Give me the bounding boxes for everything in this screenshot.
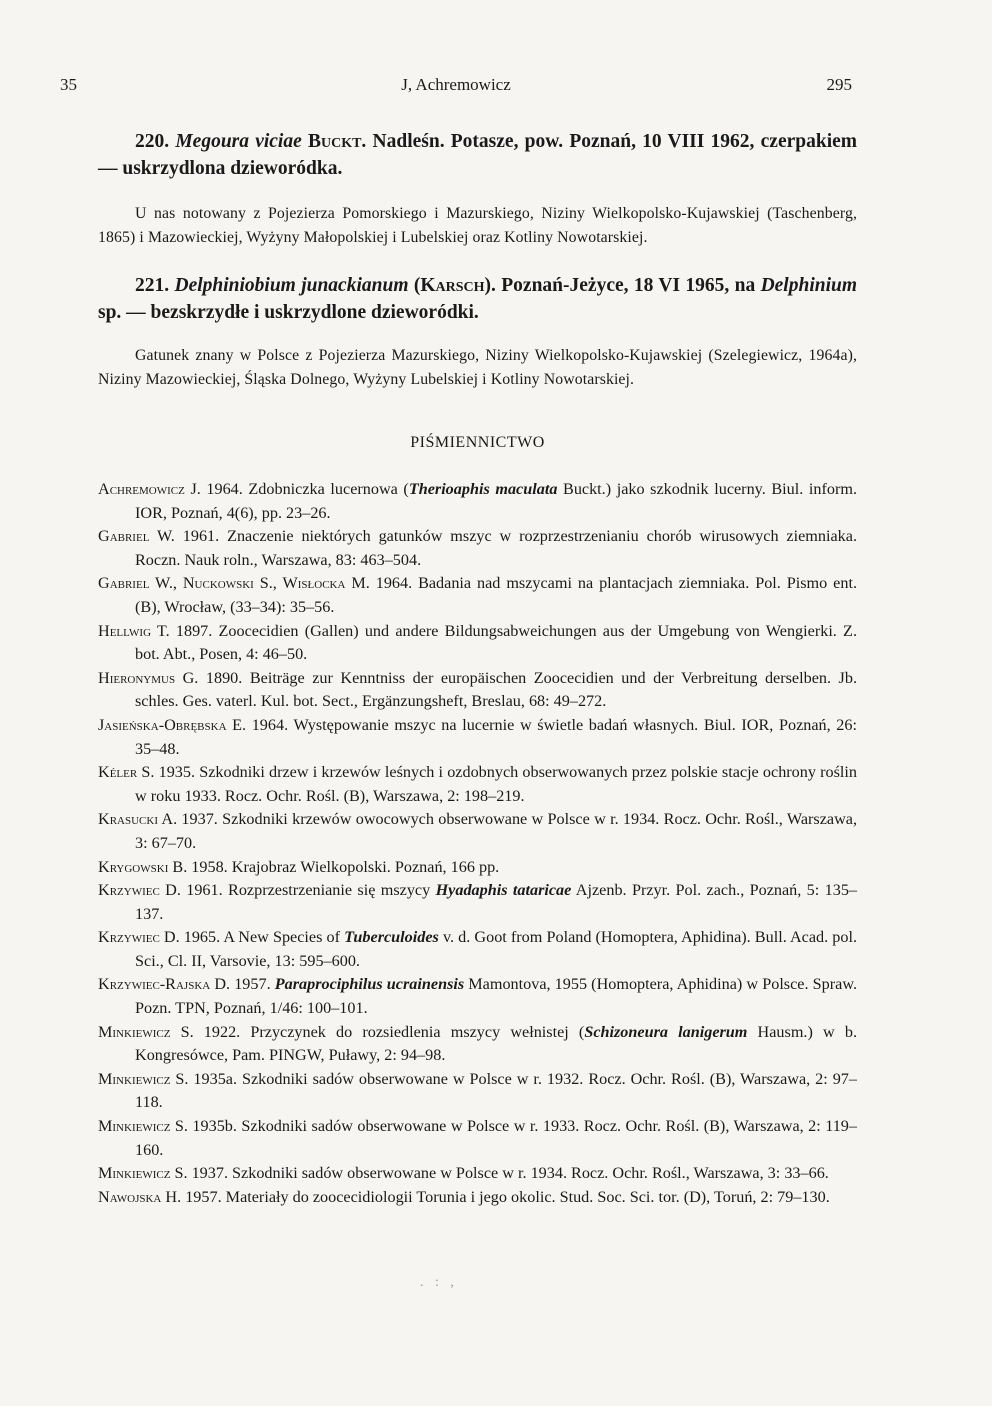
reference-item [98,761,857,808]
reference-item [98,1162,857,1186]
entry-number: 221. [135,275,170,296]
reference-text: Ajzenb. Przyr. Pol. zach., Poznań, 5: 135–137. [135,881,858,923]
main-content [98,128,857,1209]
reference-item [98,1021,857,1068]
reference-author: Kéler S. [98,763,155,782]
reference-text: 1935. Szkodniki drzew i krzewów leśnych i ozdobnych obserwowanych przez polskie stacje ochrony roślin w roku 1933. Rocz. Ochr. Rośl. (B), Warszawa, 2: 198–219. [135,763,858,805]
reference-text: 1964. Zdobniczka lucernowa ( [200,480,409,498]
species-name: Delphiniobium junackianum [174,275,409,296]
reference-text: 1958. Krajobraz Wielkopolski. Poznań, 166 pp. [187,857,500,876]
reference-taxon: Tuberculoides [344,928,439,947]
note-220: U nas notowany z Pojezierza Pomorskiego i Mazurskiego, Niziny Wielkopolsko-Kujawskiej (Taschenberg, 1865) i Mazowieckiej, Wyżyny Małopolskiej i Lubelskiej oraz Kotliny Nowotarskiej. [98,205,857,246]
entry-text: sp. — bezskrzydłe i uskrzydlone dzieworódki. [98,302,479,323]
reference-text: 1964. Badania nad mszycami na plantacjach ziemniaka. Pol. Pismo ent. (B), Wrocław, (33–34): 35–56. [135,574,857,616]
header-page-left: 35 [60,75,77,94]
species-authority: (Karsch). [413,275,496,296]
reference-text: Mamontova, 1955 (Homoptera, Aphidina) w Polsce. Spraw. Pozn. TPN, Poznań, 1/46: 100–101. [135,975,858,1018]
reference-text: 1961. Znaczenie niektórych gatunków mszyc w rozprzestrzenianiu chorób wirusowych ziemniaka. Roczn. Nauk roln., Warszawa, 83: 463–504. [135,527,857,569]
entry-text: Nadleśn. Potasze, pow. Poznań, 10 VIII 1962, czerpakiem — uskrzydlona dzieworódka. [98,131,858,179]
reference-item [98,478,857,525]
reference-author: Achremowicz J. [98,480,201,498]
reference-author: Krzywiec D. [98,928,180,947]
reference-text: 1964. Występowanie mszyc na lucernie w świetle badań własnych. Biul. IOR, Poznań, 26: 35–48. [135,715,857,758]
header-page-right: 295 [826,75,852,94]
reference-taxon: Hyadaphis tataricae [435,881,572,900]
reference-item [98,856,857,880]
reference-author: Jasieńska-Obrębska E. [98,715,247,734]
reference-taxon: Paraprociphilus ucrainensis [274,975,465,994]
reference-item [98,973,857,1020]
reference-text: 1922. Przyczynek do rozsiedlenia mszycy wełnistej ( [193,1022,585,1041]
reference-item [98,667,857,714]
section-title: PIŚMIENNICTWO [410,434,545,451]
reference-item [98,572,857,619]
reference-author: Nawojska H. [98,1187,182,1206]
reference-author: Gabriel W., Nuckowski S., Wisłocka M. [98,574,370,593]
reference-text: 1937. Szkodniki sadów obserwowane w Polsce w r. 1934. Rocz. Ochr. Rośl., Warszawa, 3: 33–66. [187,1164,829,1183]
reference-text: 1957. Materiały do zoocecidiologii Torunia i jego okolic. Stud. Soc. Sci. tor. (D), Toruń, 2: 79–130. [181,1187,830,1206]
reference-author: Hieronymus G. [98,668,199,687]
reference-item [98,879,857,926]
entry-221 [98,272,857,326]
reference-author: Minkiewicz S. [98,1117,188,1136]
reference-author: Hellwig T. [98,621,170,640]
decorative-mark: . : , [420,1275,458,1290]
reference-text: 1937. Szkodniki krzewów owocowych obserwowane w Polsce w r. 1934. Rocz. Ochr. Rośl., Warszawa, 3: 67–70. [135,810,857,852]
reference-item [98,808,857,855]
reference-item [98,1186,857,1210]
header-author: J, Achremowicz [401,75,511,94]
species-name: Megoura viciae [175,131,302,152]
reference-text: 1961. Rozprzestrzenianie się mszycy [180,881,436,900]
reference-author: Minkiewicz S. [98,1164,188,1183]
reference-text: 1935b. Szkodniki sadów obserwowane w Polsce w r. 1933. Rocz. Ochr. Rośl. (B), Warszawa, 2: 119–160. [135,1117,857,1159]
reference-item [98,1068,857,1115]
reference-text: Hausm.) w b. Kongresówce, Pam. PINGW, Puławy, 2: 94–98. [135,1022,857,1065]
reference-list [98,478,857,1209]
reference-author: Gabriel W. [98,527,175,546]
species-authority: Buckt. [307,131,367,152]
reference-text: 1957. [230,975,275,994]
running-header [60,75,852,95]
entry-text: Poznań-Jeżyce, 18 VI 1965, na [495,275,761,296]
reference-text: 1890. Beiträge zur Kenntniss der europäischen Zoocecidien und der Verbreitung derselben. Jb. schles. Ges. vaterl. Kul. bot. Sect., Ergänzungsheft, Breslau, 68: 49–272. [135,668,857,711]
reference-taxon: Schizoneura lanigerum [584,1022,748,1041]
reference-text: 1965. A New Species of [179,928,345,947]
reference-item [98,525,857,572]
reference-author: Krzywiec D. [98,881,181,900]
reference-text: 1897. Zoocecidien (Gallen) und andere Bildungsabweichungen aus der Umgebung von Wengierki. Z. bot. Abt., Posen, 4: 46–50. [135,621,857,664]
reference-author: Krasucki A. [98,810,178,829]
reference-item [98,714,857,761]
reference-text: Buckt.) jako szkodnik lucerny. Biul. inform. IOR, Poznań, 4(6), pp. 23–26. [135,480,857,522]
reference-item [98,620,857,667]
reference-item [98,1115,857,1162]
reference-author: Krygowski B. [98,857,188,876]
entry-220 [98,128,857,182]
reference-author: Minkiewicz S. [98,1022,194,1041]
reference-text: 1935a. Szkodniki sadów obserwowane w Polsce w r. 1932. Rocz. Ochr. Rośl. (B), Warszawa, 2: 97–118. [135,1069,857,1112]
note-221: Gatunek znany w Polsce z Pojezierza Mazurskiego, Niziny Wielkopolsko-Kujawskiej (Szelegiewicz, 1964a), Niziny Mazowieckiej, Śląska Dolnego, Wyżyny Lubelskiej i Kotliny Nowotarskiej. [98,347,857,388]
entry-number: 220. [135,131,170,152]
reference-item [98,926,857,973]
reference-taxon: Therioaphis maculata [408,480,558,498]
reference-author: Minkiewicz S. [98,1069,189,1088]
host-name: Delphinium [760,275,858,296]
reference-author: Krzywiec-Rajska D. [98,975,231,994]
reference-text: v. d. Goot from Poland (Homoptera, Aphidina). Bull. Acad. pol. Sci., Cl. II, Varsovie, 13: 595–600. [135,928,857,970]
